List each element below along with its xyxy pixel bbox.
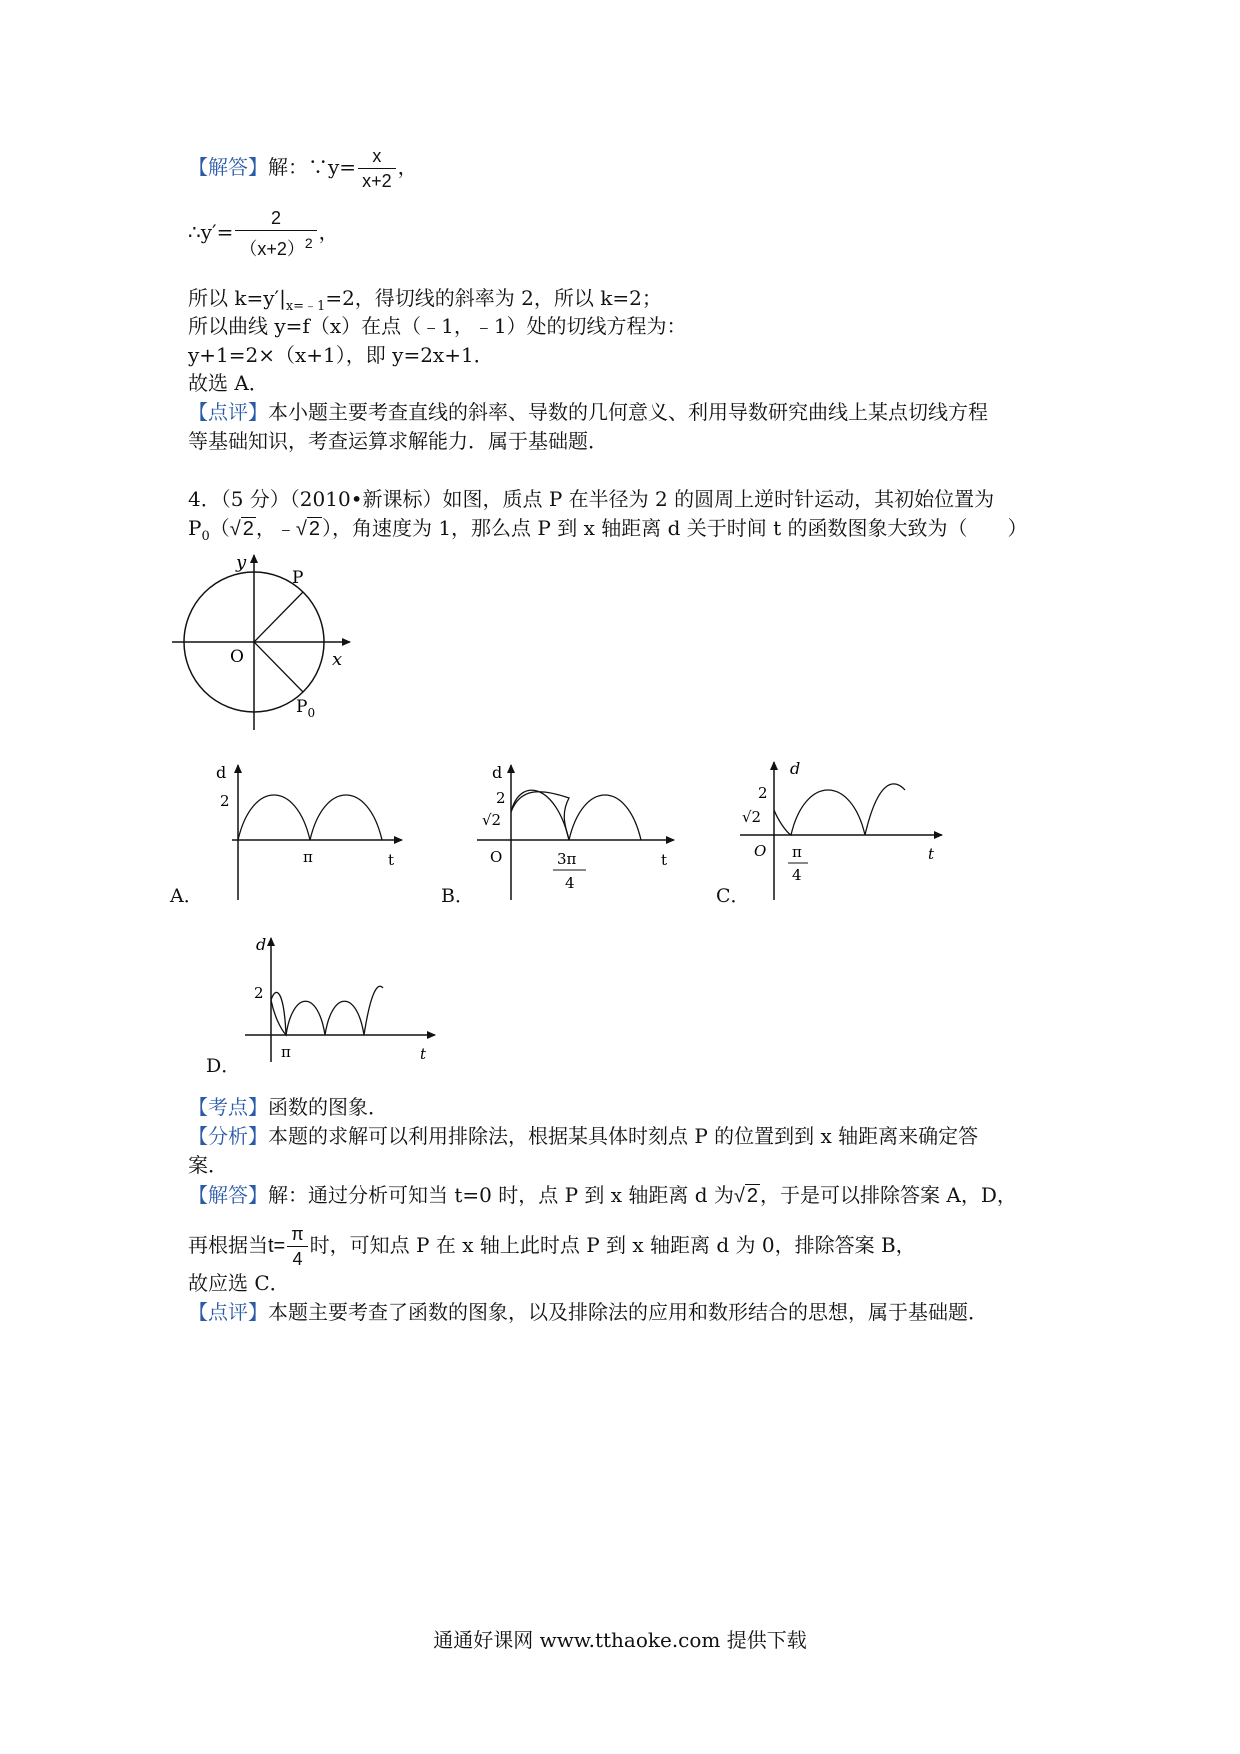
tick-numerator: 3π	[557, 850, 577, 868]
review-line-2: 等基础知识，考查运算求解能力．属于基础题．	[188, 429, 608, 453]
option-b-graph	[470, 757, 680, 902]
solution-line-3: 所以 $k=y'|_{x=﹣1}=2$，得切线的斜率为 2，所以 k=2；	[188, 286, 662, 314]
sqrt-expression: √ 2	[733, 1185, 759, 1207]
curve	[774, 784, 905, 835]
radius-op	[254, 592, 303, 642]
d-label: d	[790, 759, 801, 778]
curve	[271, 986, 383, 1035]
review-line-1: 【点评】本小题主要考查直线的斜率、导数的几何意义、利用导数研究曲线上某点切线方程	[188, 400, 988, 424]
answer-tag: 【解答】	[188, 1183, 268, 1207]
pi-tick-label: π	[281, 1043, 291, 1061]
footer-text: 通通好课网 www.tthaoke.com 提供下载	[433, 1628, 807, 1652]
value-2-label: 2	[220, 792, 230, 810]
kaodian-line: 【考点】函数的图象．	[188, 1095, 388, 1119]
p0-label: $P_0$	[296, 697, 316, 720]
t-label: t	[420, 1045, 427, 1063]
value-2-label: 2	[254, 984, 264, 1002]
value-2-label: 2	[758, 784, 768, 802]
answer-tag: 【解答】	[188, 155, 268, 179]
solution-line-5: y+1=2×（x+1），即 y=2x+1．	[188, 343, 494, 367]
option-a-graph	[210, 757, 410, 902]
sqrt2-label: √2	[742, 808, 762, 826]
option-b-label: B．	[441, 885, 474, 907]
sqrt-expression: √ 2	[229, 518, 254, 540]
kaodian-tag: 【考点】	[188, 1095, 268, 1119]
fenxi-line-1: 【分析】本题的求解可以利用排除法，根据某具体时刻点 P 的位置到到 x 轴距离来确定答	[188, 1124, 979, 1148]
solution-line-2: ∴y′= $\frac{2}{(x+2)^2}$ ，	[188, 208, 339, 259]
fraction: $\frac{\pi}{4}$	[287, 1222, 307, 1271]
origin-label: O	[490, 848, 503, 866]
solution-line-1: 【解答】解：∵y= $\frac{x}{x+2}$ ，	[188, 146, 418, 191]
solution-line-4: 所以曲线 y=f（x）在点（﹣1，﹣1）处的切线方程为：	[188, 314, 687, 338]
pi-tick-label: π	[303, 848, 313, 866]
option-c-graph	[735, 757, 950, 902]
review4-line: 【点评】本题主要考查了函数的图象，以及排除法的应用和数形结合的思想，属于基础题．	[188, 1300, 988, 1324]
option-a-label: A．	[170, 885, 203, 907]
option-d-label: D．	[206, 1055, 241, 1077]
review-tag: 【点评】	[188, 1300, 268, 1324]
question-4-line-2: $P_0(√$ 2 ，﹣√ 2 ），角速度为 1，那么点 P 到 x 轴距离 d 关于时间 t 的函数图象大致为（ ）	[188, 516, 1028, 544]
option-c-label: C．	[716, 885, 750, 907]
tick-numerator: π	[792, 843, 802, 861]
d-label: d	[492, 763, 503, 782]
curve	[511, 792, 641, 840]
x-label: x	[332, 649, 343, 670]
p-label: P	[292, 568, 304, 588]
fraction: $\frac{2}{(x+2)^2}$	[235, 206, 316, 261]
t-label: t	[928, 845, 935, 863]
origin-label: O	[230, 647, 244, 667]
sqrt-expression: √ 2	[295, 518, 320, 540]
d-label: d	[216, 763, 227, 782]
sqrt2-label: √2	[482, 811, 502, 829]
fenxi-tag: 【分析】	[188, 1124, 268, 1148]
curve	[238, 795, 382, 840]
option-d-graph	[240, 930, 440, 1065]
radius-op0	[254, 642, 303, 692]
tick-denominator: 4	[565, 874, 575, 892]
circle-figure	[170, 545, 370, 745]
solution4-line-2: 再根据当t= $\frac{\pi}{4}$ 时，可知点 P 在 x 轴上此时点 P 到 x 轴距离 d 为 0，排除答案 B，	[188, 1224, 916, 1269]
solution4-line-1: 【解答】解：通过分析可知当 t=0 时，点 P 到 x 轴距离 d 为√ 2 ，于是可以排除答案 A，D，	[188, 1181, 1017, 1210]
question-4-line-1: 4．（5 分）（2010•新课标）如图，质点 P 在半径为 2 的圆周上逆时针运动，其初始位置为	[188, 487, 995, 511]
origin-label: O	[754, 842, 767, 860]
t-label: t	[388, 851, 395, 869]
t-label: t	[661, 851, 668, 869]
value-2-label: 2	[496, 789, 506, 807]
solution-line-6: 故选 A．	[188, 371, 269, 395]
fraction: $\frac{x}{x+2}$	[358, 144, 396, 193]
solution4-line-3: 故应选 C．	[188, 1271, 290, 1295]
tick-denominator: 4	[792, 866, 802, 884]
y-label: y	[236, 552, 247, 573]
fenxi-line-2: 案．	[188, 1153, 228, 1177]
review-tag: 【点评】	[188, 400, 268, 424]
d-label: d	[256, 935, 267, 954]
